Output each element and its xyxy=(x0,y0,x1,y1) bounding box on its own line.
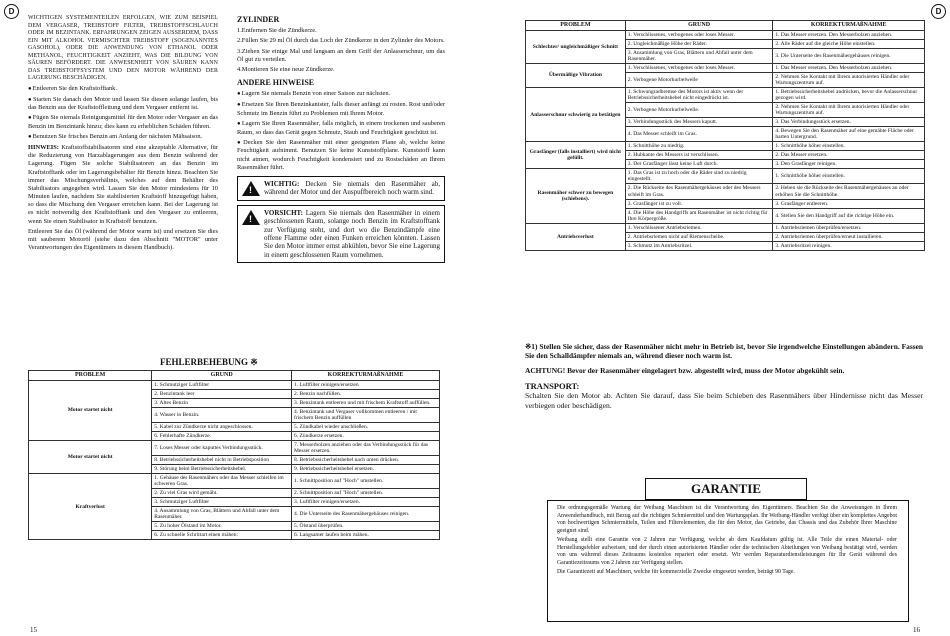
column-header: GRUND xyxy=(625,21,773,31)
remedy-cell: 6. Langsamer laufen beim mähen. xyxy=(292,531,440,540)
cause-cell: 2. Verbogene Motorkurbelwelle xyxy=(625,72,773,87)
remedy-cell: 1. Schnitthöhe höher einstellen. xyxy=(773,169,925,184)
problem-cell: Antriebsverlust xyxy=(526,223,626,250)
cause-cell: 1. Verschlissener Antriebsriemen. xyxy=(625,223,773,232)
zylinder-step: 3.Ziehen Sie einige Mal und langsam an dem Griff der Anlasserschnur, um das Öl gut zu verteilen. xyxy=(237,47,445,63)
cause-cell: 1. Schnitthöhe zu niedrig. xyxy=(625,142,773,151)
cause-cell: 1. Verschlissenes, verbogenes oder loses Messer. xyxy=(625,30,773,39)
right-page xyxy=(475,0,950,636)
troubleshooting-table-left xyxy=(28,370,440,540)
remedy-cell: 3. Die Unterseite des Rasenmähergehäuses reinigen. xyxy=(773,48,925,63)
problem-cell: Übermäßige Vibration xyxy=(526,63,626,87)
note-adjustments: ※1) Stellen Sie sicher, dass der Rasenmäher nicht mehr in Betrieb ist, bevor Sie irgendwelche Einstellungen abändern. Fassen Sie den Schalldämpfer niemals an, während dieser noch warm ist. xyxy=(525,342,923,361)
problem-cell: Schlechter/ ungleichmäßiger Schnitt xyxy=(526,30,626,63)
remedy-cell: 2. Das Messer ersetzen. xyxy=(773,151,925,160)
cause-cell: 4. Das Messer schleift im Gras. xyxy=(625,127,773,142)
remedy-cell: 5. Ölstand überprüfen. xyxy=(292,522,440,531)
remedy-cell: 2. Alle Räder auf die gleiche Höhe einstellen. xyxy=(773,39,925,48)
bullet-item: ● Entleeren Sie den Kraftstofftank. xyxy=(28,85,218,94)
fehler-title: FEHLERBEHEBUNG ※ xyxy=(160,357,258,367)
cause-cell: 1. Gehäuse des Rasenmähers oder das Messer schleifen im schweren Gras. xyxy=(152,474,292,489)
table-row xyxy=(29,380,440,389)
cause-cell: 1. Schwungradbremse des Motors ist aktiv wenn der Betriebssicherheitshebel nicht eingedrückt ist. xyxy=(625,87,773,102)
table-header-row xyxy=(29,371,440,381)
remedy-cell: 4. Benzintank und Vergaser vollkommen entleeren / mit frischem Benzin auffüllen xyxy=(292,407,440,422)
remedy-cell: 3. Antriebsritzel reinigen. xyxy=(773,241,925,250)
remedy-cell: 3. Das Verbindungsstück ersetzen. xyxy=(773,118,925,127)
cause-cell: 4. Wasser in Benzin. xyxy=(152,407,292,422)
remedy-cell: 3. Den Grasfänger reinigen. xyxy=(773,160,925,169)
hinweis-item: ● Ersetzen Sie Ihren Benzinkanister, falls dieser anfängt zu rosten. Rost und/oder Schmutz im Benzin führt zu Problemen mit Ihrem Motor. xyxy=(237,101,445,118)
page-number: 16 xyxy=(913,626,920,634)
cause-cell: 5. Zu hoher Ölstand im Motor. xyxy=(152,522,292,531)
remedy-cell: 3. Grasfänger entleeren. xyxy=(773,199,925,208)
warning-icon: ! xyxy=(242,181,260,196)
problem-cell: Motor startet nicht xyxy=(29,440,152,473)
cause-cell: 6. Zu schnelle Schrittart einen mähen: xyxy=(152,531,292,540)
cause-cell: 3. Ansammlung von Gras, Blättern und Abfall unter dem Rasenmäher. xyxy=(625,48,773,63)
remedy-cell: 3. Benzintank entleeren und mit frischem Kraftstoff auffüllen. xyxy=(292,398,440,407)
cause-cell: 5. Kabel zur Zündkerze nicht angeschlossen. xyxy=(152,422,292,431)
column-header: KORREKTURMAßNAHME xyxy=(292,371,440,381)
garantie-paragraph: Die ordnungsgemäße Wartung der Weibang Maschinen ist die Verantwortung des Eigentümers. Beachten Sie die Anweisungen in Ihrem Anwenderhandbuch, mit Bezug auf die richtigen Schmiermittel und den Wartungsplan. Ihr Weibang-Händler verfügt über ein komplettes Angebot von hochwertigen Schmiermitteln, Teilen und Filterelementen, die für den Motor, das Getriebe, das Chassis und das Zubehör Ihrer Maschine geeignet sind. xyxy=(557,505,897,534)
cause-cell: 3. Grasfänger ist zu voll. xyxy=(625,199,773,208)
hinweis-label: HINWEIS: xyxy=(28,143,59,151)
cause-cell: 4. Die Höhe des Handgriffs am Rasenmäher ist nicht richtig für Ihre Körpergröße. xyxy=(625,208,773,223)
cause-cell: 2. Hubkante des Messers ist verschlissen. xyxy=(625,151,773,160)
cause-cell: 3. Schmutz im Antriebsritzel. xyxy=(625,241,773,250)
note-achtung: ACHTUNG! Bevor der Rasenmäher eingelagert bzw. abgestellt wird, muss der Motor abgekühlt sein. xyxy=(525,365,845,375)
hinweis-item: ● Lagern Sie niemals Benzin von einer Saison zur nächsten. xyxy=(237,90,445,99)
remedy-cell: 4. Bewegen Sie den Rasenmäher auf eine gemähte Fläche oder harten Untergrund. xyxy=(773,127,925,142)
remedy-cell: 2. Benzin nachfüllen. xyxy=(292,389,440,398)
cause-cell: 1. Das Gras ist zu hoch oder die Räder sind zu niedrig eingestellt. xyxy=(625,169,773,184)
cause-cell: 1. Verschlissenes, verbogenes oder loses Messer. xyxy=(625,63,773,72)
column-header: PROBLEM xyxy=(526,21,626,31)
troubleshooting-table xyxy=(28,370,440,540)
problem-cell: Anlasserschnur schwierig zu betätigen xyxy=(526,87,626,141)
bullet-item: ● Starten Sie danach den Motor und lassen Sie diesen solange laufen, bis das Benzin aus der Kraftstoffleitung und dem Vergaser entfernt ist. xyxy=(28,96,218,113)
remedy-cell: 8. Betriebssicherheitshebel nach unten drücken. xyxy=(292,456,440,465)
remedy-cell: 2. Antriebsriemen überprüfen/erneut installieren. xyxy=(773,232,925,241)
hinweis-item: ● Decken Sie den Rasenmäher mit einer geeigneten Plane ab, welche keine Feuchtigkeit aufnimmt. Benutzen Sie keine Kunststoffplane. Kunststoff kann nicht atmen, wodurch Feuchtigkeit kondensiert und zu Rostschäden an Ihrem Rasenmäher führt. xyxy=(237,139,445,172)
warning-box-vorsicht xyxy=(237,205,445,263)
language-badge: D xyxy=(4,4,19,19)
remedy-cell: 3. Luftfilter reinigen/ersetzen. xyxy=(292,498,440,507)
remedy-cell: 1. Schnitthöhe höher einstellen. xyxy=(773,142,925,151)
zylinder-step: 4.Montieren Sie eine neue Zündkerze. xyxy=(237,65,335,73)
remedy-cell: 6. Zündkerze ersetzen. xyxy=(292,431,440,440)
cause-cell: 4. Ansammlung von Gras, Blättern und Abfall unter dem Rasenmäher. xyxy=(152,507,292,522)
hinweis-text: Kraftstoffstabilisatoren sind eine akzeptable Alternative, für die Reduzierung von Harzablagerungen aus dem Benzin während der Lagerung. Fügen Sie solche Stabilisatoren an das Benzin im Kraftstofftank oder im Lagerungsbehälter für Benzin hinzu. Beachten Sie immer das Mischungsverhältnis, welches auf dem Behälter des Stabilisators angegeben wird. Lassen Sie den Motor mindestens für 10 Minuten laufen, nachdem Sie stabilisierten Kraftstoff hinzugefügt haben, so dass die Mischung den Vergaser erreichen kann. Bei der Lagerung ist es nicht notwendig den Kraftstofftank und den Vergaser zu entleeren, wenn Sie einen Stabilisator in Kraftstoff benutzen. xyxy=(28,143,218,225)
warning-box-wichtig xyxy=(237,176,445,201)
warning-text: Decken Sie niemals den Rasenmäher ab, während der Motor und der Auspuffbereich noch warm sind. xyxy=(264,180,440,197)
cause-cell: 9. Störung beim Betriebssicherheitshebel. xyxy=(152,465,292,474)
table-row xyxy=(29,440,440,455)
table-row xyxy=(526,223,925,232)
zylinder-step: 1.Entfernen Sie die Zündkerze. xyxy=(237,27,317,35)
table-row xyxy=(29,474,440,489)
cause-cell: 2. Ungleichmäßige Höhe der Räder. xyxy=(625,39,773,48)
problem-cell: Kraftverlust xyxy=(29,474,152,540)
column-header: KORREKTURMAßNAHME xyxy=(773,21,925,31)
remedy-cell: 2. Heben sie die Rückseite des Rasenmähergehäuses an oder erhöhen Sie die Schnitthöhe. xyxy=(773,184,925,199)
remedy-cell: 4. Die Unterseite des Rasenmähergehäuses reinigen. xyxy=(292,507,440,522)
remedy-cell: 9. Betriebssicherheitshebel ersetzen. xyxy=(292,465,440,474)
page-number: 15 xyxy=(30,626,37,634)
garantie-text xyxy=(557,505,897,579)
hinweis-paragraph xyxy=(28,144,218,226)
table-row xyxy=(526,30,925,39)
warning-icon: ! xyxy=(242,210,260,225)
warning-label: WICHTIG: xyxy=(264,180,300,189)
remedy-cell: 1. Das Messer ersetzen. Den Messerbolzen anziehen. xyxy=(773,63,925,72)
cause-cell: 3. Altes Benzin xyxy=(152,398,292,407)
column-header: GRUND xyxy=(152,371,292,381)
warning-label: VORSICHT: xyxy=(264,208,304,217)
remedy-cell: 7. Messerbolzen anziehen oder das Verbindungsstück für das Messer ersetzen. xyxy=(292,440,440,455)
troubleshooting-table xyxy=(525,20,925,251)
remedy-cell: 1. Antriebsriemen überprüfen/ersetzen. xyxy=(773,223,925,232)
problem-cell: Motor startet nicht xyxy=(29,380,152,440)
remedy-cell: 1. Luftfilter reinigen/ersetzen xyxy=(292,380,440,389)
remedy-cell: 4. Stellen Sie den Handgriff auf die richtige Höhe ein. xyxy=(773,208,925,223)
garantie-title: GARANTIE xyxy=(645,478,807,500)
remedy-cell: 1. Schnittposition auf "Hoch" umstellen. xyxy=(292,474,440,489)
column-header: PROBLEM xyxy=(29,371,152,381)
transport-title: TRANSPORT: xyxy=(525,380,580,391)
table-row xyxy=(526,63,925,72)
cause-cell: 3. Der Grasfänger lässt keine Luft durch. xyxy=(625,160,773,169)
warning-text: Lagern Sie niemals den Rasenmäher in einem geschlossenen Raum, solange noch Benzin im Kraftstofftank zur Verfügung steht, und dort wo die Benzindämpfe eine offene Flamme oder einen Funken erreichen könnten. Lassen Sie den Motor immer ernst abkühlen, bevor Sie eine Lagerung in einem geschlossenen Raum vornehmen. xyxy=(264,208,441,259)
cause-cell: 1. Schmutziger Luftfilter xyxy=(152,380,292,389)
cause-cell: 2. Antriebsriemen nicht auf Riemenscheibe. xyxy=(625,232,773,241)
table-row xyxy=(526,169,925,184)
cause-cell: 2. Benzintank leer xyxy=(152,389,292,398)
zylinder-title: ZYLINDER xyxy=(237,15,280,24)
remedy-cell: 1. Betriebssicherheitshebel andrücken, bevor die Anlasserschnur gezogen wird. xyxy=(773,87,925,102)
table-row xyxy=(526,142,925,151)
garantie-paragraph: Die Garantiezeit auf Maschinen, welche für kommerzielle Zwecke eingesetzt werden, beträgt 90 Tage. xyxy=(557,569,795,576)
cylinder-column xyxy=(237,15,445,267)
cause-cell: 3. Verbindungsstück des Messers kaputt. xyxy=(625,118,773,127)
storage-column xyxy=(28,15,218,254)
problem-cell: Grasfänger (falls installiert) wird nicht gefüllt. xyxy=(526,142,626,169)
language-badge: D xyxy=(931,4,946,19)
cause-cell: 7. Loses Messer oder kaputtes Verbindungsstück. xyxy=(152,440,292,455)
zylinder-step: 2.Füllen Sie 29 ml Öl durch das Loch der Zündkerze in den Zylinder des Motors. xyxy=(237,37,445,45)
hinweise-title: ANDERE HINWEISE xyxy=(237,78,315,88)
remedy-cell: 1. Das Messer ersetzen. Den Messerbolzen anziehen. xyxy=(773,30,925,39)
remedy-cell: 2. Nehmen Sie Kontakt mit Ihrem autorisierten Händler oder Wartungszentrum auf. xyxy=(773,72,925,87)
problem-cell: Rasenmäher schwer zu bewegen (schiebens). xyxy=(526,169,626,223)
cause-cell: 2. Zu viel Gras wird gemäht. xyxy=(152,489,292,498)
remedy-cell: 5. Zündkabel wieder anschließen. xyxy=(292,422,440,431)
cause-cell: 3. Schmutziger Luftfilter xyxy=(152,498,292,507)
bullet-item: ● Benutzen Sie frisches Benzin am Anfang der nächsten Mähsaison. xyxy=(28,133,218,142)
cause-cell: 8. Betriebssicherheitshebel nicht in Betriebsposition xyxy=(152,456,292,465)
cause-cell: 2. Die Rückseite des Rasenmähergehäuses oder des Messers schleift im Gras. xyxy=(625,184,773,199)
table-header-row xyxy=(526,21,925,31)
remedy-cell: 2. Schnittposition auf "Hoch" umstellen. xyxy=(292,489,440,498)
garantie-paragraph: Weibang stellt eine Garantie von 2 Jahren zur Verfügung, welche ab dem Kaufdatum gültig ist. Alle Teile die einen Material- oder Herstellungsfehler aufweisen, und der durch einen autorisierten Händler oder die technischen Abteilungen von Weibang bestätigt wird, werden von uns während dieses Zeitraums kostenlos repariert oder ersetzt. Wir werden Reparaturdienstleistungen für Ihr Gerät während des Garantiezeitraums von 2 Jahren zur Verfügung stellen. xyxy=(557,537,897,566)
remedy-cell: 2. Nehmen Sie Kontakt mit Ihrem autorisierten Händler oder Wartungszentrum auf. xyxy=(773,103,925,118)
oil-paragraph: Entleeren Sie das Öl (während der Motor warm ist) und ersetzen Sie dies mit sauberem Motoröl (siehe dazu den Abschnitt "MOTOR" unter Verantwortungen des Eigentümers in diesem Handbuch). xyxy=(28,227,218,252)
notes-block xyxy=(525,342,923,412)
table-row xyxy=(526,87,925,102)
cause-cell: 6. Fehlerhafte Zündkerze. xyxy=(152,431,292,440)
bullet-item: ● Fügen Sie niemals Reinigungsmittel für den Motor oder Vergaser an das Benzin im Benzintank hinzu; dies kann zu erheblichen Schäden führen. xyxy=(28,114,218,131)
caps-paragraph: WICHTIGEN SYSTEMENTEILEN ERFOLGEN, WIE ZUM BEISPIEL DEM VERGASER, TREIBSTOFF FILTER, TREIBSTOFFSCHLAUCH ODER IM BEZINTANK. ERFAHRUNGEN ZEIGEN AUSSERDEM, DASS EIN MIT ALKOHOL VERMISCHTER TREIBSTOFF (SOGENANNTES GASOHOL), ODER DIE ANWENDUNG VON ETHANOL ODER METHANOL, FEUCHTIGKEIT ANZIEHT, WAS DIE BILDUNG VON SÄUREN BEFÖRDERT. DIE ANWESENHEIT VON SÄUREN KANN DAS TREIBSTOFFSYSTEM UND DEN MOTOR WÄHREND DER LAGERUNG BESCHÄDIGEN. xyxy=(28,15,218,82)
cause-cell: 2. Verbogene Motorkurbelwelle. xyxy=(625,103,773,118)
transport-text: Schalten Sie den Motor ab. Achten Sie darauf, dass Sie beim Schieben des Rasenmähers über Hindernisse nicht das Messer verbiegen oder beschädigen. xyxy=(525,391,923,410)
troubleshooting-table-right xyxy=(525,20,925,251)
hinweis-item: ● Lagern Sie Ihren Rasenmäher, falls möglich, in einem trockenen und sauberen Raum, so dass das Gerät gegen Schmutz, Staub und Feuchtigkeit geschützt ist. xyxy=(237,120,445,137)
